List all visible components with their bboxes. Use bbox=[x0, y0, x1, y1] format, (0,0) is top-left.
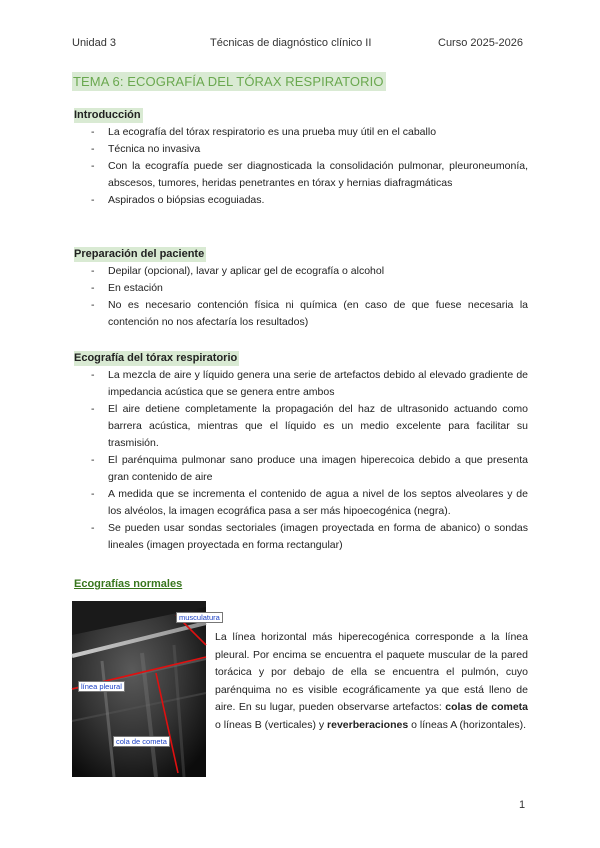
section-heading-preparation: Preparación del paciente bbox=[74, 248, 205, 260]
ultrasound-image bbox=[72, 601, 220, 777]
page-number: 1 bbox=[519, 799, 526, 811]
label-pleural-line: línea pleural bbox=[78, 681, 125, 692]
term-reverberations: reverberaciones bbox=[327, 718, 409, 731]
label-comet-tail: cola de cometa bbox=[113, 736, 170, 747]
paragraph-text: La línea horizontal más hiperecogénica corresponde a la línea pleural. Por encima se encuentra el paquete muscular de la pared torácica y por debajo de ella se encuentra el pulmón, cuyo parénquima no es visible ecográficamente ya que está lleno de aire. En su lugar, pueden observarse artefactos: bbox=[215, 631, 528, 713]
term-comet-tails: colas de cometa bbox=[445, 701, 529, 713]
list-item: - La ecografía del tórax respiratorio es una prueba muy útil en el caballo bbox=[90, 124, 528, 141]
list-item: - El aire detiene completamente la propagación del haz de ultrasonido actuando como barrera acústica, mientras que el líquido es un medio excelente para facilitar su trasmisión. bbox=[90, 401, 528, 452]
normal-echography-paragraph bbox=[215, 629, 528, 734]
preparation-list bbox=[90, 263, 528, 331]
label-muscle: musculatura bbox=[176, 612, 223, 623]
list-item: - Técnica no invasiva bbox=[90, 141, 528, 158]
list-item: - La mezcla de aire y líquido genera una serie de artefactos debido al elevado gradiente de impedancia acústica que se genera entre ambos bbox=[90, 367, 528, 401]
list-item: - A medida que se incrementa el contenido de agua a nivel de los septos alveolares y de los alvéolos, la imagen ecográfica pasa a ser más hipoecogénica (negra). bbox=[90, 486, 528, 520]
header-course: Curso 2025-2026 bbox=[438, 37, 524, 49]
header-unit: Unidad 3 bbox=[72, 37, 117, 49]
intro-list bbox=[90, 124, 528, 209]
list-item: - El parénquima pulmonar sano produce una imagen hiperecoica debido a que presenta gran contenido de aire bbox=[90, 452, 528, 486]
section-heading-echography: Ecografía del tórax respiratorio bbox=[74, 352, 238, 364]
list-item: - Con la ecografía puede ser diagnosticada la consolidación pulmonar, pleuroneumonía, abscesos, tumores, heridas penetrantes en tórax y hernias diafragmáticas bbox=[90, 158, 528, 192]
paragraph-text: o líneas B (verticales) y bbox=[215, 718, 328, 731]
page-title: TEMA 6: ECOGRAFÍA DEL TÓRAX RESPIRATORIO bbox=[73, 74, 384, 89]
list-item: - Depilar (opcional), lavar y aplicar gel de ecografía o alcohol bbox=[90, 263, 528, 280]
header-subject: Técnicas de diagnóstico clínico II bbox=[210, 37, 372, 49]
paragraph-text: o líneas A (horizontales). bbox=[408, 718, 527, 731]
section-heading-normal-echographies: Ecografías normales bbox=[74, 578, 183, 590]
echography-list bbox=[90, 367, 528, 554]
section-heading-intro: Introducción bbox=[74, 109, 141, 121]
list-item: - En estación bbox=[90, 280, 528, 297]
list-item: - No es necesario contención física ni química (en caso de que fuese necesaria la contención no nos afectaría los resultados) bbox=[90, 297, 528, 331]
list-item: - Aspirados o biópsias ecoguiadas. bbox=[90, 192, 528, 209]
list-item: - Se pueden usar sondas sectoriales (imagen proyectada en forma de abanico) o sondas lineales (imagen proyectada en forma rectangular) bbox=[90, 520, 528, 554]
